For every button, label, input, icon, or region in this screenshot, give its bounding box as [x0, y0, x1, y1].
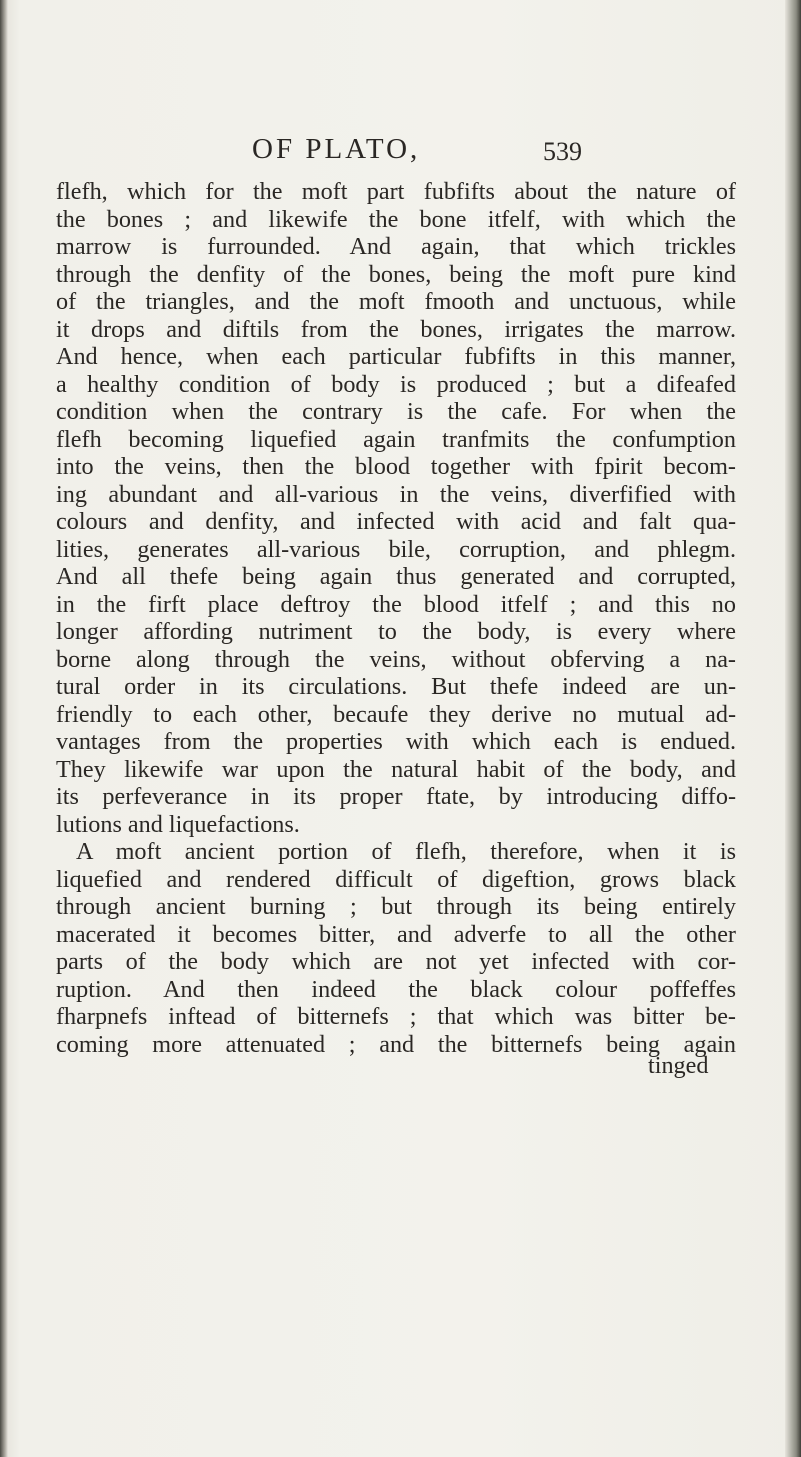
- text-line: coming more attenuated ; and the bitternefs being again: [56, 1030, 736, 1058]
- text-line: colours and denfity, and infected with acid and falt qua-: [56, 508, 736, 535]
- text-line: the bones ; and likewife the bone itfelf, with which the: [56, 205, 736, 233]
- text-line: through ancient burning ; but through its being entirely: [56, 893, 736, 920]
- text-line: A moft ancient portion of flefh, therefore, when it is: [76, 838, 736, 865]
- page-edge-shadow: [785, 0, 801, 1457]
- text-line: friendly to each other, becaufe they derive no mutual ad-: [56, 700, 736, 728]
- text-line: ruption. And then indeed the black colour poffeffes: [56, 975, 736, 1003]
- text-line: of the triangles, and the moft fmooth and unctuous, while: [56, 288, 736, 315]
- text-line: lities, generates all-various bile, corruption, and phlegm.: [56, 535, 736, 563]
- page-number: 539: [543, 137, 582, 166]
- catchword: tinged: [648, 1052, 709, 1079]
- text-line: fharpnefs inftead of bitternefs ; that which was bitter be-: [56, 1003, 736, 1030]
- text-line: macerated it becomes bitter, and adverfe to all the other: [56, 920, 736, 948]
- text-line: marrow is furrounded. And again, that which trickles: [56, 233, 736, 260]
- text-line: it drops and diftils from the bones, irrigates the marrow.: [56, 315, 736, 343]
- text-line: vantages from the properties with which each is endued.: [56, 728, 736, 755]
- text-line: in the firft place deftroy the blood itfelf ; and this no: [56, 590, 736, 618]
- text-line: And hence, when each particular fubfifts in this manner,: [56, 343, 736, 370]
- running-head: OF PLATO,: [252, 133, 421, 165]
- text-line: ing abundant and all-various in the veins, diverfified with: [56, 480, 736, 508]
- text-line: its perfeverance in its proper ftate, by introducing diffo-: [56, 783, 736, 810]
- text-line: flefh, which for the moft part fubfifts about the nature of: [56, 178, 736, 205]
- text-line: flefh becoming liquefied again tranfmits the confumption: [56, 425, 736, 453]
- text-line: into the veins, then the blood together with fpirit becom-: [56, 453, 736, 480]
- text-line: liquefied and rendered difficult of digeftion, grows black: [56, 865, 736, 893]
- text-line: tural order in its circulations. But thefe indeed are un-: [56, 673, 736, 700]
- text-line: through the denfity of the bones, being the moft pure kind: [56, 260, 736, 288]
- text-line: borne along through the veins, without obferving a na-: [56, 645, 736, 673]
- page-header: [252, 133, 582, 173]
- text-line: lutions and liquefactions.: [56, 810, 300, 838]
- text-line: They likewife war upon the natural habit of the body, and: [56, 755, 736, 783]
- text-line: parts of the body which are not yet infected with cor-: [56, 948, 736, 975]
- text-line: And all thefe being again thus generated and corrupted,: [56, 563, 736, 590]
- page-gutter-shadow: [0, 0, 8, 1457]
- text-line: a healthy condition of body is produced ; but a difeafed: [56, 370, 736, 398]
- body-text: [56, 178, 736, 1058]
- text-line: longer affording nutriment to the body, is every where: [56, 618, 736, 645]
- text-line: condition when the contrary is the cafe. For when the: [56, 398, 736, 425]
